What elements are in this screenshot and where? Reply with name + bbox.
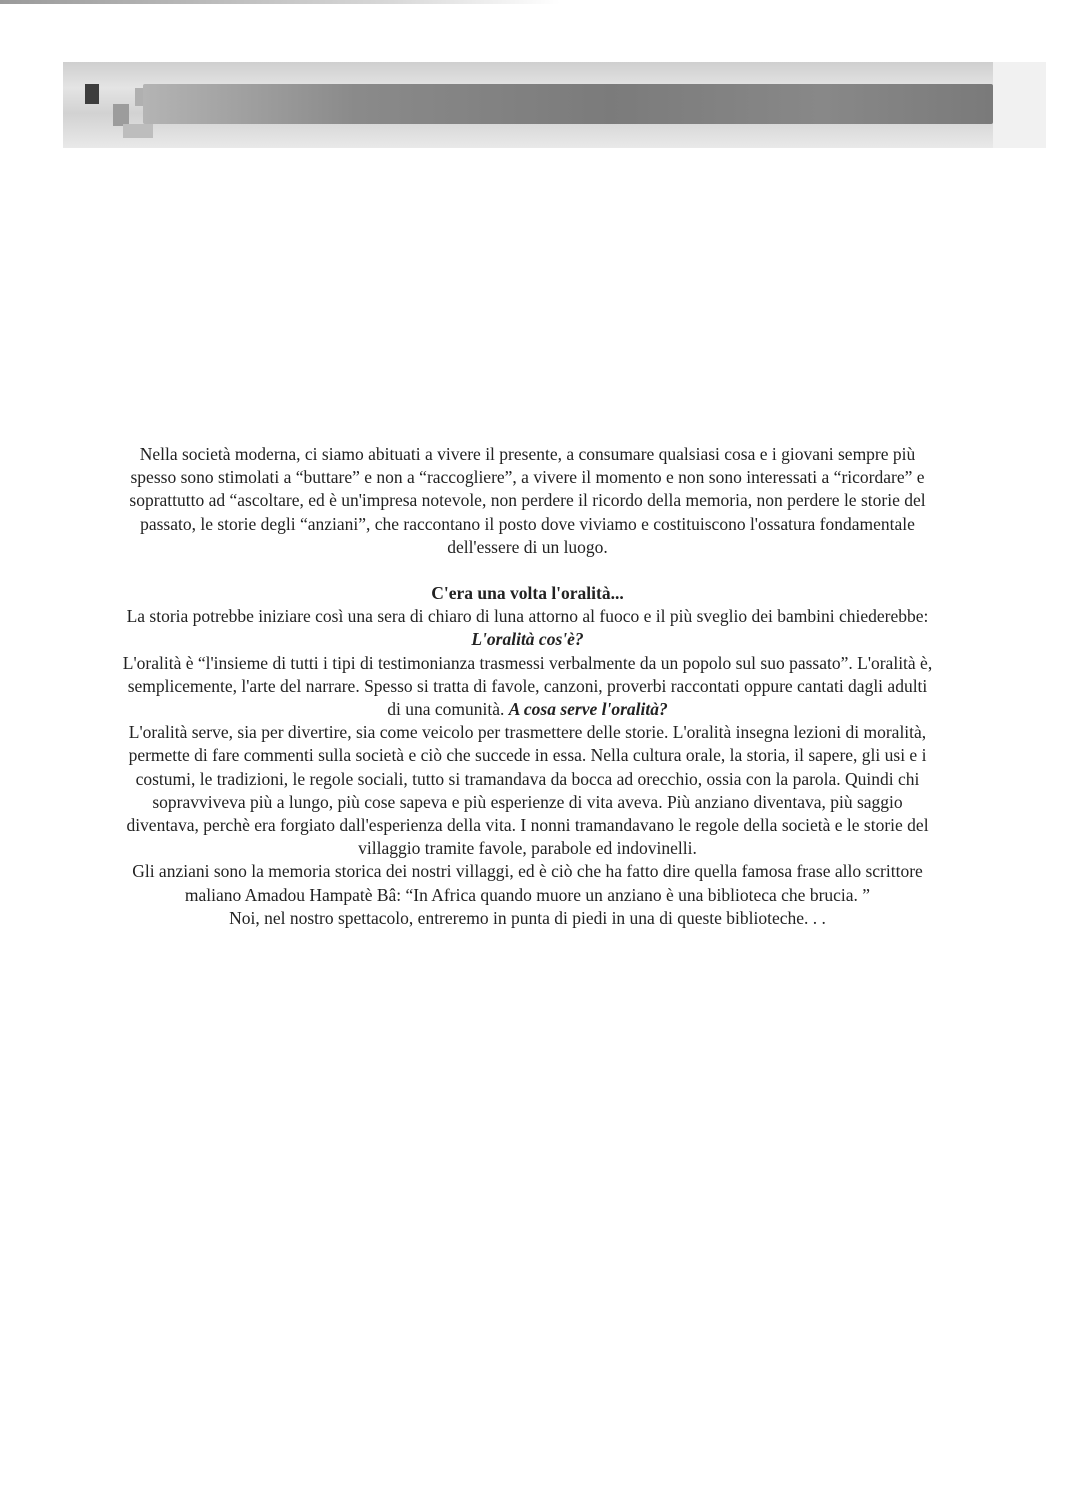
question-purpose: A cosa serve l'oralità? — [508, 699, 668, 720]
intro-paragraph: Nella società moderna, ci siamo abituati a vivere il presente, a consumare qualsiasi cosa e i giovani sempre più spesso sono stimolati a “buttare” e non a “raccogliere”, a vivere il momento e non sono interessati a “ricordare” e soprattutto ad “ascoltare, ed è un'impresa notevole, non perdere il ricordo della memoria, non perdere le storie del passato, le storie degli “anziani”, che raccontano il posto dove viviamo e costituiscono l'ossatura fondamentale dell'essere di un luogo. — [129, 444, 926, 557]
story-paragraph — [120, 605, 935, 651]
story-start-text: La storia potrebbe iniziare così una sera di chiaro di luna attorno al fuoco e il più sveglio dei bambini chiederebbe: — [126, 606, 929, 627]
scan-edge-mark — [0, 0, 560, 4]
document-body — [120, 443, 935, 930]
banner-square — [85, 84, 99, 104]
closing-paragraph: Noi, nel nostro spettacolo, entreremo in punta di piedi in una di queste biblioteche. . . — [229, 907, 826, 928]
definition-text: L'oralità è “l'insieme di tutti i tipi di testimonianza trasmessi verbalmente da un popolo sul suo passato”. L'oralità è, semplicemente, l'arte del narrare. Spesso si tratta di favole, canzoni, proverbi raccontati oppure cantati dagli adulti di una comunità. — [122, 652, 933, 720]
banner-square — [123, 124, 153, 138]
banner-square — [113, 104, 129, 126]
header-banner — [63, 62, 1046, 148]
definition-paragraph — [120, 652, 935, 722]
section-heading: C'era una volta l'oralità... — [431, 583, 624, 604]
question-oralita: L'oralità cos'è? — [471, 629, 584, 650]
elders-paragraph: Gli anziani sono la memoria storica dei nostri villaggi, ed è ciò che ha fatto dire quella famosa frase allo scrittore maliano Amadou Hampatè Bâ: “In Africa quando muore un anziano è una biblioteca che brucia. ” — [132, 861, 923, 905]
spacer — [120, 559, 935, 582]
banner-edge — [993, 62, 1046, 148]
purpose-paragraph: L'oralità serve, sia per divertire, sia come veicolo per trasmettere delle storie. L'oralità insegna lezioni di moralità, permette di fare commenti sulla società e ciò che succede in essa. Nella cultura orale, la storia, il sapere, gli usi e i costumi, le tradizioni, le regole sociali, tutto si tramandava da bocca ad orecchio, ossia con la parola. Quindi chi sopravviveva più a lungo, più cose sapeva e più esperienze di vita aveva. Più anziano diventava, più saggio diventava, perchè era forgiato dall'esperienza della vita. I nonni tramandavano le regole della società e le storie del villaggio tramite favole, parabole ed indovinelli. — [126, 722, 929, 859]
banner-bar — [143, 84, 993, 124]
